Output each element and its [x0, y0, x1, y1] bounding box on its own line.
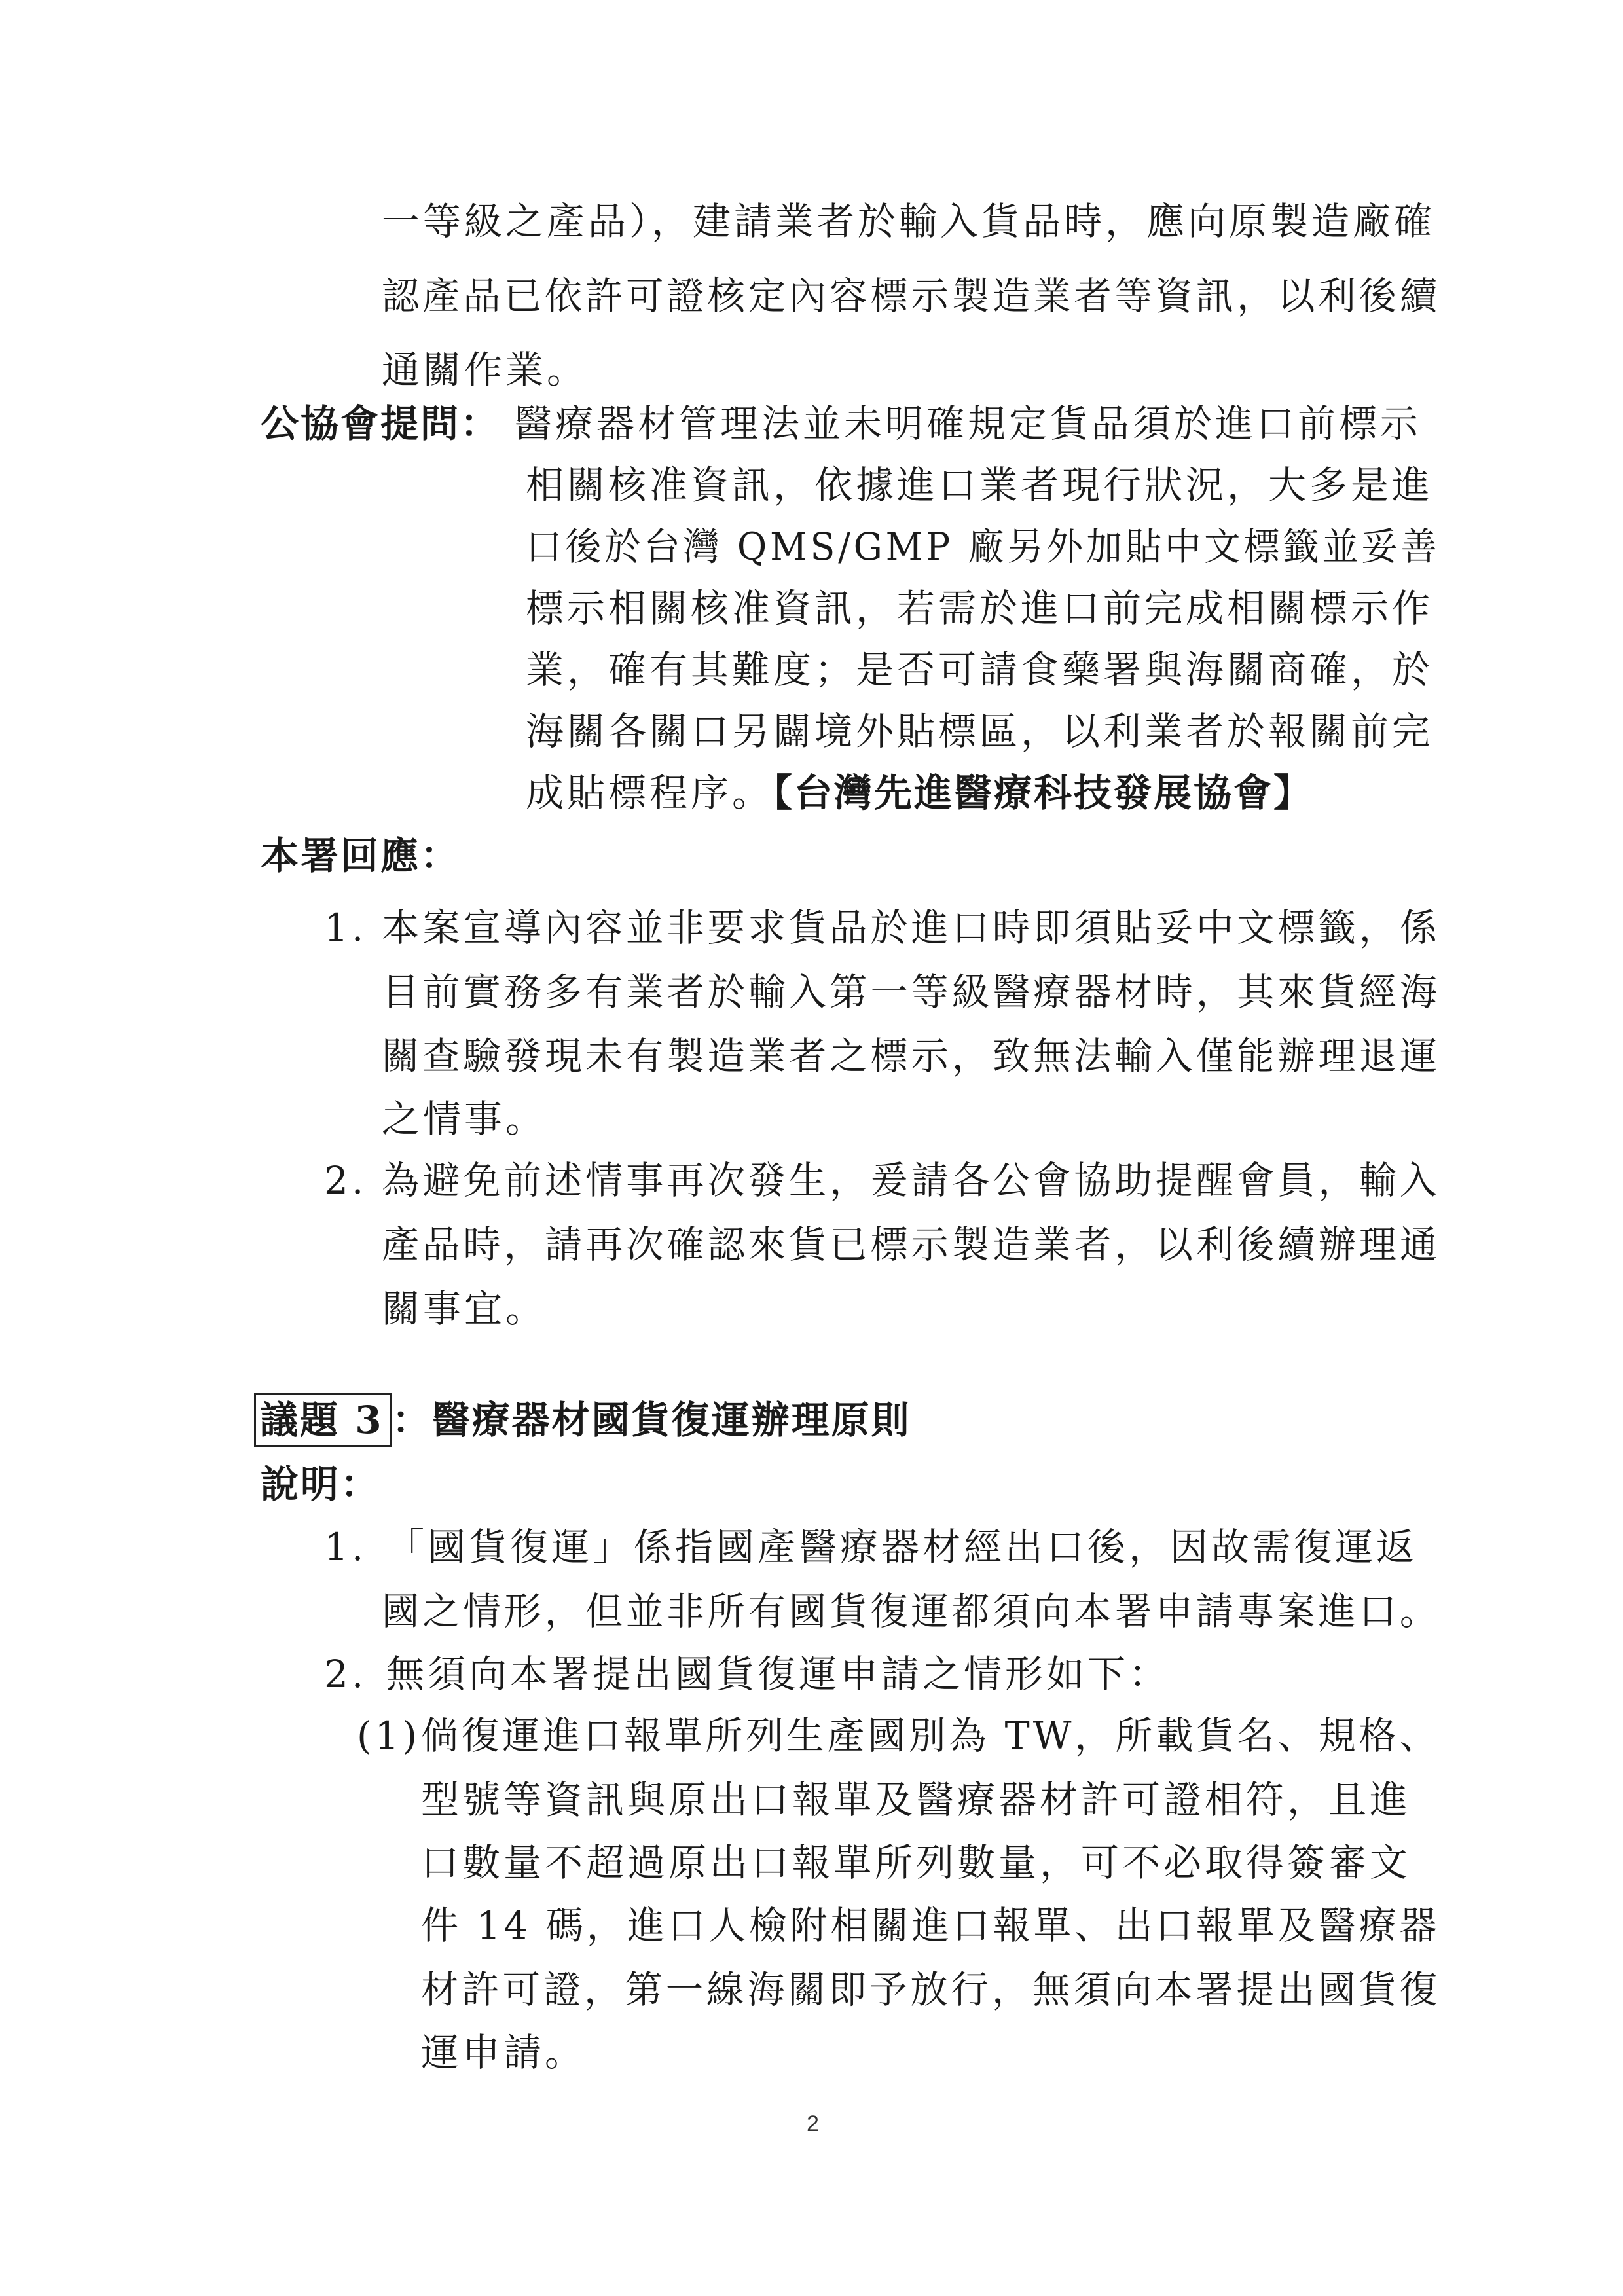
list-item-line: 關事宜。 — [382, 1286, 547, 1331]
association-source: 【台灣先進醫療科技發展協會】 — [773, 771, 1314, 815]
question-line: 海關各關口另闢境外貼標區，以利業者於報關前完 — [526, 709, 1434, 754]
sub-list-line: 運申請。 — [421, 2030, 587, 2075]
sub-list-number: (1) — [357, 1713, 421, 1758]
list-item-line: 國之情形，但並非所有國貨復運都須向本署申請專案進口。 — [382, 1589, 1441, 1633]
body-line: 通關作業。 — [382, 348, 589, 392]
list-item-line: 本案宣導內容並非要求貨品於進口時即須貼妥中文標籤，係 — [382, 905, 1441, 950]
list-item-line: 之情事。 — [382, 1097, 547, 1141]
list-item-line: 關查驗發現未有製造業者之標示，致無法輸入僅能辦理退運 — [382, 1034, 1441, 1078]
list-number: 1. — [324, 1525, 367, 1569]
question-label: 公協會提問： — [261, 401, 501, 446]
question-line: 標示相關核准資訊，若需於進口前完成相關標示作 — [526, 586, 1434, 630]
sub-list-line: 件 14 碼，進口人檢附相關進口報單、出口報單及醫療器 — [421, 1903, 1440, 1948]
list-number: 2. — [324, 1652, 367, 1696]
question-last-line — [526, 763, 1313, 822]
question-line: 相關核准資訊，依據進口業者現行狀況，大多是進 — [526, 463, 1434, 507]
list-number: 1. — [324, 905, 367, 950]
list-number: 2. — [324, 1158, 367, 1203]
sub-list-line: 口數量不超過原出口報單所列數量，可不必取得簽審文 — [421, 1840, 1412, 1885]
topic-title: ：醫療器材國貨復運辦理原則 — [392, 1398, 911, 1442]
body-line: 認產品已依許可證核定內容標示製造業者等資訊，以利後續 — [382, 274, 1441, 318]
body-line: 一等級之產品），建請業者於輸入貨品時，應向原製造廠確 — [382, 199, 1436, 244]
explanation-heading: 說明： — [261, 1462, 381, 1506]
topic-heading — [254, 1391, 911, 1449]
question-line: 口後於台灣 QMS/GMP 廠另外加貼中文標籤並妥善 — [526, 524, 1440, 569]
list-item-line: 為避免前述情事再次發生，爰請各公會協助提醒會員，輸入 — [382, 1158, 1441, 1203]
question-line: 醫療器材管理法並未明確規定貨品須於進口前標示 — [514, 401, 1422, 446]
list-item-line: 產品時，請再次確認來貨已標示製造業者，以利後續辦理通 — [382, 1222, 1441, 1267]
topic-number-box: 議題 3 — [254, 1393, 392, 1447]
page-number: 2 — [807, 2111, 819, 2136]
list-item-line: 無須向本署提出國貨復運申請之情形如下： — [386, 1652, 1171, 1696]
list-item-line: 「國貨復運」係指國產醫療器材經出口後，因故需復運返 — [386, 1525, 1418, 1569]
question-line: 業，確有其難度；是否可請食藥署與海關商確，於 — [526, 647, 1434, 692]
sub-list-line: 倘復運進口報單所列生產國別為 TW，所載貨名、規格、 — [421, 1713, 1440, 1758]
response-heading: 本署回應： — [261, 833, 461, 878]
sub-list-line: 型號等資訊與原出口報單及醫療器材許可證相符，且進 — [421, 1777, 1412, 1822]
sub-list-line: 材許可證，第一線海關即予放行，無須向本署提出國貨復 — [421, 1967, 1441, 2012]
list-item-line: 目前實務多有業者於輸入第一等級醫療器材時，其來貨經海 — [382, 970, 1441, 1014]
question-line: 成貼標程序。 — [526, 771, 774, 815]
